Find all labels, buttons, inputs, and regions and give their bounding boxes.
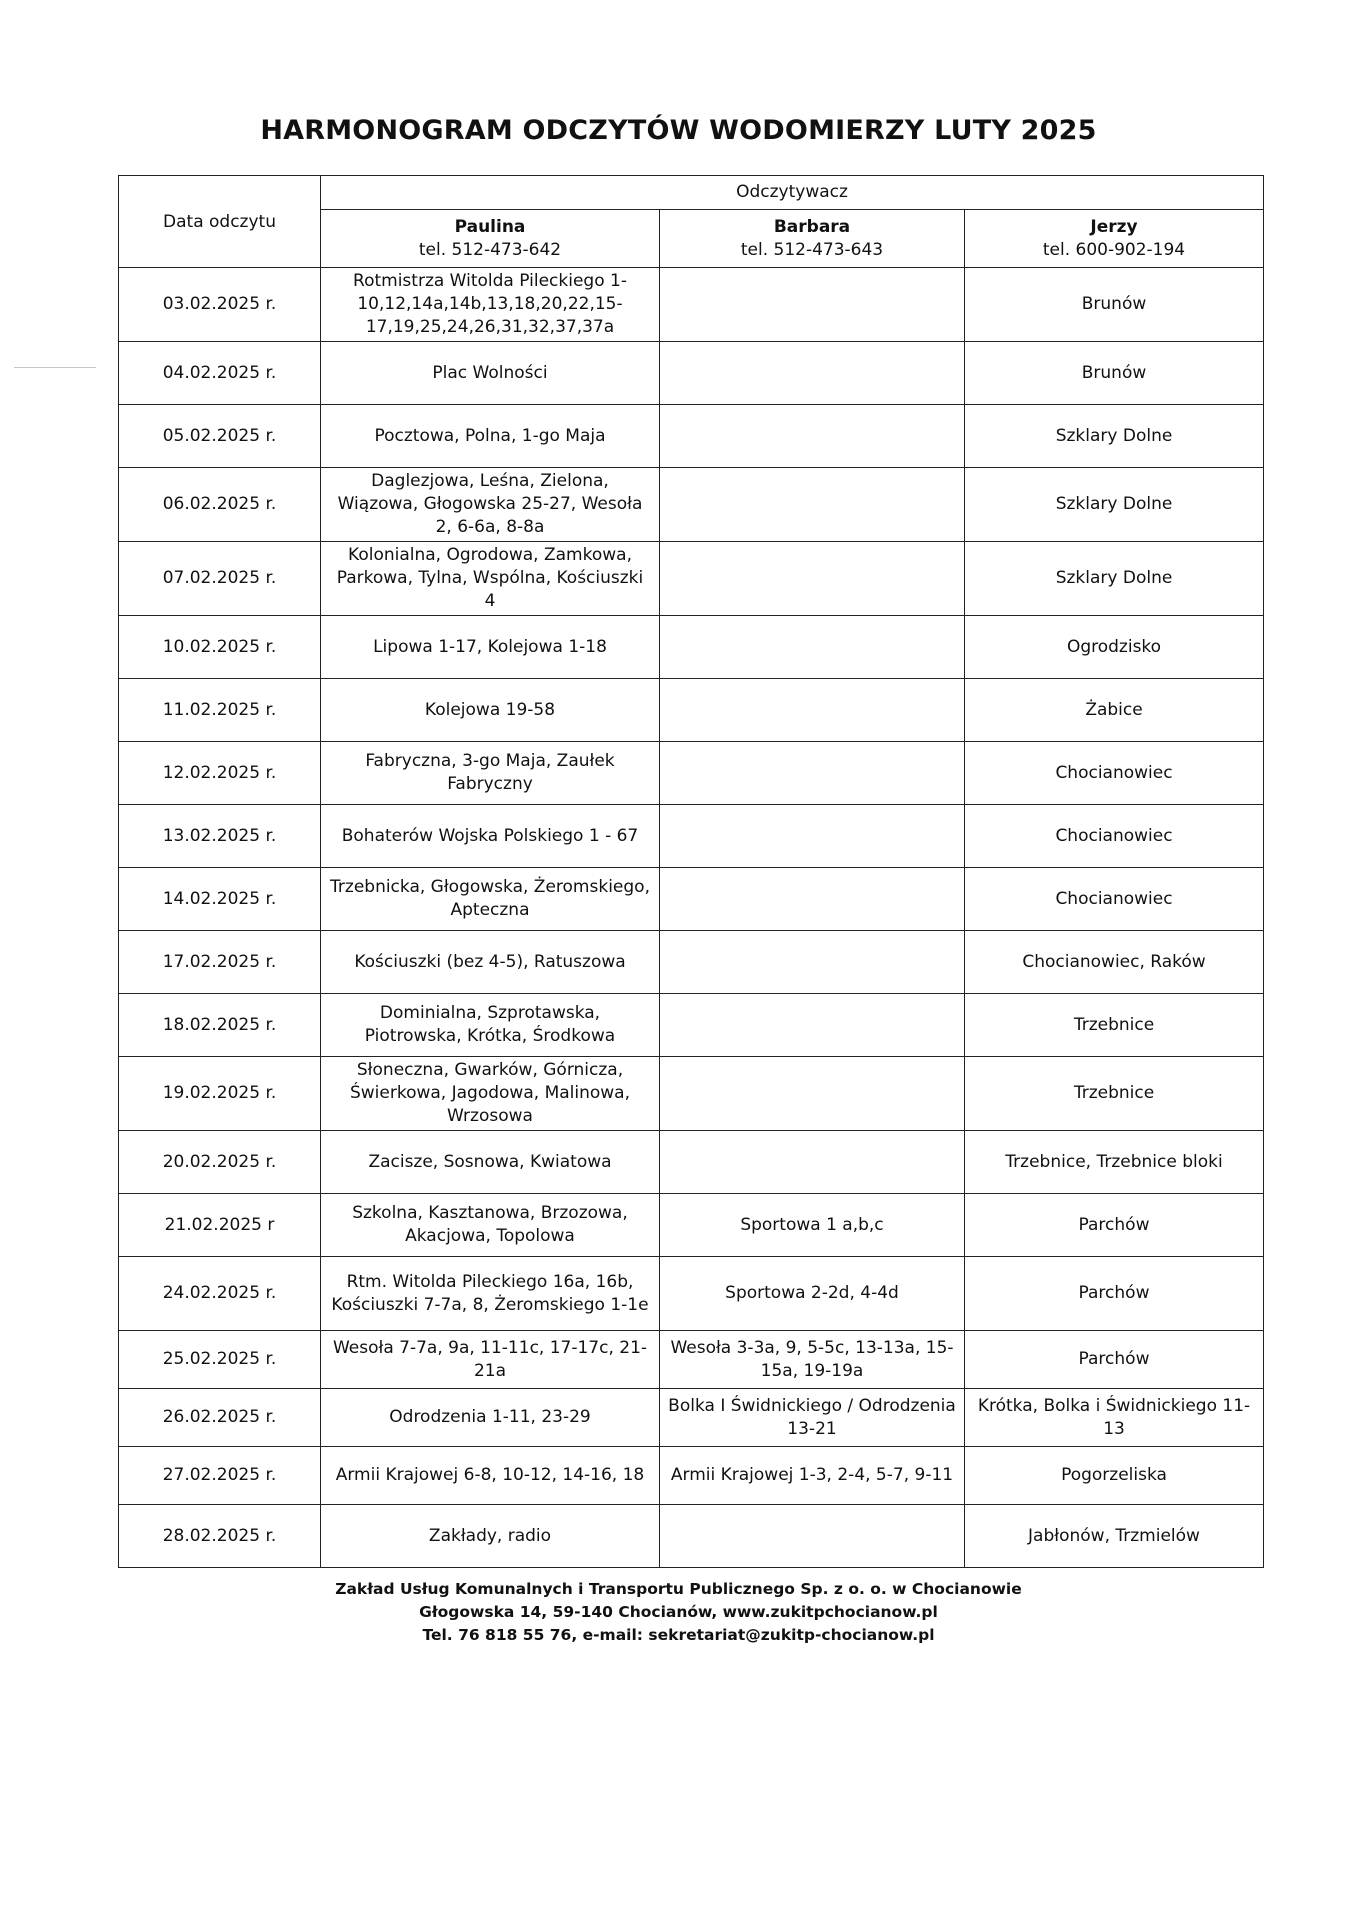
table-row bbox=[119, 805, 1264, 868]
jerzy-cell: Szklary Dolne bbox=[965, 468, 1264, 542]
barbara-cell bbox=[660, 679, 965, 742]
date-cell: 03.02.2025 r. bbox=[119, 268, 321, 342]
paulina-cell: Trzebnicka, Głogowska, Żeromskiego, Apteczna bbox=[321, 868, 660, 931]
footer-company-name: Zakład Usług Komunalnych i Transportu Publicznego Sp. z o. o. w Chocianowie bbox=[335, 1580, 1022, 1598]
jerzy-cell: Trzebnice bbox=[965, 1057, 1264, 1131]
reader-header-jerzy bbox=[965, 210, 1264, 268]
jerzy-cell: Ogrodzisko bbox=[965, 616, 1264, 679]
barbara-cell bbox=[660, 931, 965, 994]
jerzy-cell: Żabice bbox=[965, 679, 1264, 742]
table-row bbox=[119, 931, 1264, 994]
barbara-cell bbox=[660, 742, 965, 805]
barbara-cell bbox=[660, 542, 965, 616]
barbara-cell bbox=[660, 1505, 965, 1568]
paulina-cell: Kolonialna, Ogrodowa, Zamkowa, Parkowa, Tylna, Wspólna, Kościuszki 4 bbox=[321, 542, 660, 616]
date-cell: 19.02.2025 r. bbox=[119, 1057, 321, 1131]
footer-address: Głogowska 14, 59-140 Chocianów, www.zukitpchocianow.pl bbox=[419, 1603, 938, 1621]
barbara-cell bbox=[660, 268, 965, 342]
table-row bbox=[119, 679, 1264, 742]
jerzy-cell: Chocianowiec, Raków bbox=[965, 931, 1264, 994]
paulina-cell: Dominialna, Szprotawska, Piotrowska, Krótka, Środkowa bbox=[321, 994, 660, 1057]
table-row bbox=[119, 742, 1264, 805]
reader-phone: tel. 600-902-194 bbox=[1042, 239, 1186, 260]
paulina-cell: Pocztowa, Polna, 1-go Maja bbox=[321, 405, 660, 468]
reader-header-barbara bbox=[660, 210, 965, 268]
paulina-cell: Daglezjowa, Leśna, Zielona, Wiązowa, Głogowska 25-27, Wesoła 2, 6-6a, 8-8a bbox=[321, 468, 660, 542]
date-cell: 18.02.2025 r. bbox=[119, 994, 321, 1057]
date-cell: 28.02.2025 r. bbox=[119, 1505, 321, 1568]
reader-name: Barbara bbox=[773, 216, 851, 237]
paulina-cell: Kolejowa 19-58 bbox=[321, 679, 660, 742]
date-cell: 17.02.2025 r. bbox=[119, 931, 321, 994]
jerzy-cell: Trzebnice, Trzebnice bloki bbox=[965, 1131, 1264, 1194]
paulina-cell: Odrodzenia 1-11, 23-29 bbox=[321, 1389, 660, 1447]
paulina-cell: Plac Wolności bbox=[321, 342, 660, 405]
reader-phone: tel. 512-473-642 bbox=[418, 239, 562, 260]
reader-group-header: Odczytywacz bbox=[321, 176, 1264, 210]
jerzy-cell: Chocianowiec bbox=[965, 868, 1264, 931]
table-row bbox=[119, 1447, 1264, 1505]
barbara-cell bbox=[660, 1131, 965, 1194]
date-cell: 20.02.2025 r. bbox=[119, 1131, 321, 1194]
table-row bbox=[119, 405, 1264, 468]
jerzy-cell: Jabłonów, Trzmielów bbox=[965, 1505, 1264, 1568]
date-cell: 05.02.2025 r. bbox=[119, 405, 321, 468]
reader-header-paulina bbox=[321, 210, 660, 268]
date-cell: 04.02.2025 r. bbox=[119, 342, 321, 405]
jerzy-cell: Parchów bbox=[965, 1194, 1264, 1257]
paulina-cell: Armii Krajowej 6-8, 10-12, 14-16, 18 bbox=[321, 1447, 660, 1505]
jerzy-cell: Trzebnice bbox=[965, 994, 1264, 1057]
table-row bbox=[119, 1057, 1264, 1131]
barbara-cell bbox=[660, 1057, 965, 1131]
barbara-cell: Wesoła 3-3a, 9, 5-5c, 13-13a, 15-15a, 19-19a bbox=[660, 1331, 965, 1389]
jerzy-cell: Chocianowiec bbox=[965, 805, 1264, 868]
barbara-cell: Armii Krajowej 1-3, 2-4, 5-7, 9-11 bbox=[660, 1447, 965, 1505]
footer-contact: Tel. 76 818 55 76, e-mail: sekretariat@zukitp-chocianow.pl bbox=[422, 1626, 935, 1644]
table-row bbox=[119, 1257, 1264, 1331]
table-row bbox=[119, 1331, 1264, 1389]
barbara-cell bbox=[660, 405, 965, 468]
date-cell: 26.02.2025 r. bbox=[119, 1389, 321, 1447]
table-row bbox=[119, 1131, 1264, 1194]
jerzy-cell: Brunów bbox=[965, 268, 1264, 342]
barbara-cell: Sportowa 1 a,b,c bbox=[660, 1194, 965, 1257]
jerzy-cell: Szklary Dolne bbox=[965, 542, 1264, 616]
jerzy-cell: Chocianowiec bbox=[965, 742, 1264, 805]
table-row bbox=[119, 468, 1264, 542]
barbara-cell bbox=[660, 868, 965, 931]
date-cell: 21.02.2025 r bbox=[119, 1194, 321, 1257]
date-cell: 14.02.2025 r. bbox=[119, 868, 321, 931]
table-row bbox=[119, 268, 1264, 342]
company-footer bbox=[0, 1578, 1357, 1647]
paulina-cell: Bohaterów Wojska Polskiego 1 - 67 bbox=[321, 805, 660, 868]
margin-mark bbox=[14, 367, 96, 368]
date-cell: 24.02.2025 r. bbox=[119, 1257, 321, 1331]
date-cell: 13.02.2025 r. bbox=[119, 805, 321, 868]
paulina-cell: Lipowa 1-17, Kolejowa 1-18 bbox=[321, 616, 660, 679]
schedule-body bbox=[119, 268, 1264, 1568]
paulina-cell: Rtm. Witolda Pileckiego 16a, 16b, Kościuszki 7-7a, 8, Żeromskiego 1-1e bbox=[321, 1257, 660, 1331]
reader-phone: tel. 512-473-643 bbox=[740, 239, 884, 260]
header-row-group bbox=[119, 176, 1264, 210]
table-row bbox=[119, 342, 1264, 405]
table-row bbox=[119, 542, 1264, 616]
page-title: HARMONOGRAM ODCZYTÓW WODOMIERZY LUTY 2025 bbox=[260, 115, 1097, 146]
jerzy-cell: Brunów bbox=[965, 342, 1264, 405]
table-row bbox=[119, 1505, 1264, 1568]
date-column-header: Data odczytu bbox=[119, 176, 321, 268]
paulina-cell: Fabryczna, 3-go Maja, Zaułek Fabryczny bbox=[321, 742, 660, 805]
barbara-cell bbox=[660, 805, 965, 868]
paulina-cell: Zakłady, radio bbox=[321, 1505, 660, 1568]
table-row bbox=[119, 868, 1264, 931]
reader-name: Paulina bbox=[454, 216, 526, 237]
barbara-cell bbox=[660, 468, 965, 542]
date-cell: 27.02.2025 r. bbox=[119, 1447, 321, 1505]
table-row bbox=[119, 1194, 1264, 1257]
jerzy-cell: Parchów bbox=[965, 1257, 1264, 1331]
paulina-cell: Rotmistrza Witolda Pileckiego 1-10,12,14a,14b,13,18,20,22,15-17,19,25,24,26,31,32,37,37a bbox=[321, 268, 660, 342]
paulina-cell: Kościuszki (bez 4-5), Ratuszowa bbox=[321, 931, 660, 994]
table-row bbox=[119, 616, 1264, 679]
jerzy-cell: Parchów bbox=[965, 1331, 1264, 1389]
table-row bbox=[119, 994, 1264, 1057]
paulina-cell: Zacisze, Sosnowa, Kwiatowa bbox=[321, 1131, 660, 1194]
jerzy-cell: Pogorzeliska bbox=[965, 1447, 1264, 1505]
date-cell: 07.02.2025 r. bbox=[119, 542, 321, 616]
date-cell: 10.02.2025 r. bbox=[119, 616, 321, 679]
paulina-cell: Wesoła 7-7a, 9a, 11-11c, 17-17c, 21-21a bbox=[321, 1331, 660, 1389]
table-row bbox=[119, 1389, 1264, 1447]
paulina-cell: Szkolna, Kasztanowa, Brzozowa, Akacjowa, Topolowa bbox=[321, 1194, 660, 1257]
jerzy-cell: Krótka, Bolka i Świdnickiego 11-13 bbox=[965, 1389, 1264, 1447]
barbara-cell bbox=[660, 342, 965, 405]
barbara-cell bbox=[660, 994, 965, 1057]
barbara-cell: Bolka I Świdnickiego / Odrodzenia 13-21 bbox=[660, 1389, 965, 1447]
paulina-cell: Słoneczna, Gwarków, Górnicza, Świerkowa, Jagodowa, Malinowa, Wrzosowa bbox=[321, 1057, 660, 1131]
date-cell: 06.02.2025 r. bbox=[119, 468, 321, 542]
reading-schedule-table bbox=[118, 175, 1264, 1568]
date-cell: 25.02.2025 r. bbox=[119, 1331, 321, 1389]
barbara-cell bbox=[660, 616, 965, 679]
barbara-cell: Sportowa 2-2d, 4-4d bbox=[660, 1257, 965, 1331]
reader-name: Jerzy bbox=[1090, 216, 1138, 237]
jerzy-cell: Szklary Dolne bbox=[965, 405, 1264, 468]
date-cell: 11.02.2025 r. bbox=[119, 679, 321, 742]
date-cell: 12.02.2025 r. bbox=[119, 742, 321, 805]
